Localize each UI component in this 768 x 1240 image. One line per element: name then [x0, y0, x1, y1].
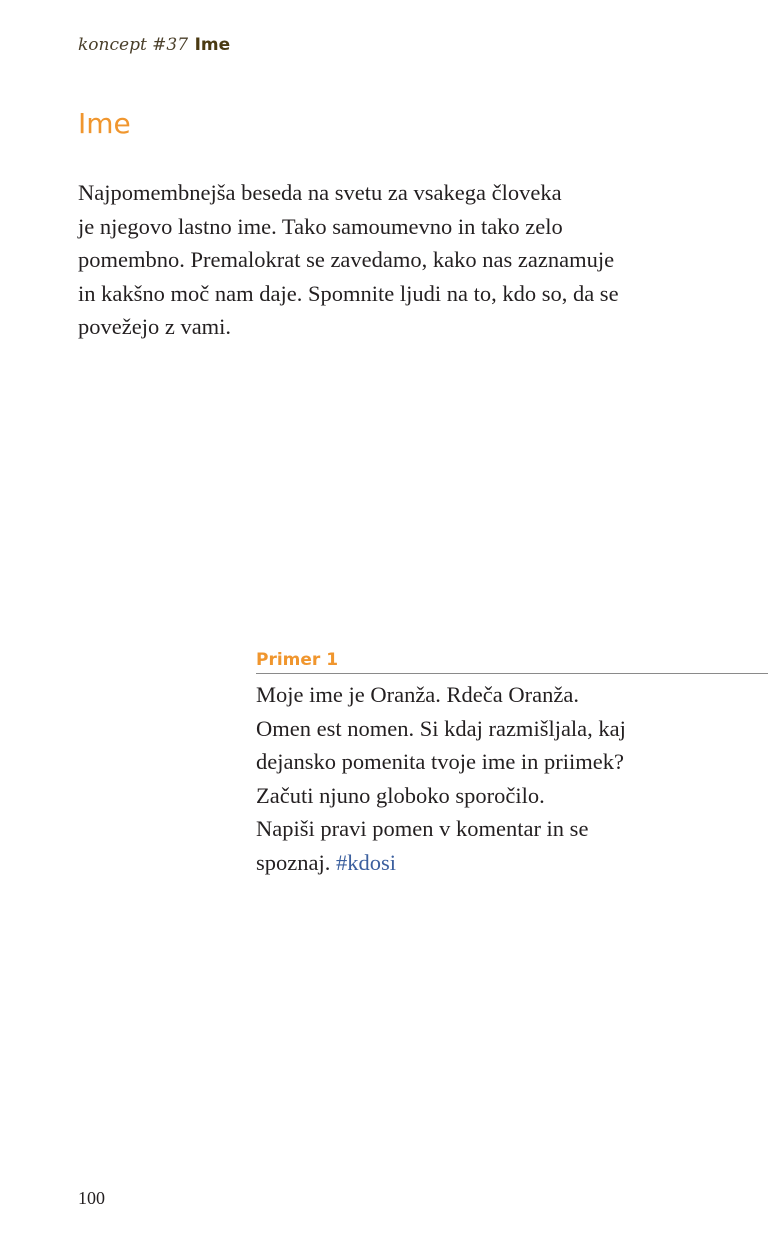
example-line: Moje ime je Oranža. Rdeča Oranža.: [256, 682, 579, 707]
running-head-concept-label: koncept #37: [78, 35, 189, 55]
example-line: Omen est nomen. Si kdaj razmišljala, kaj: [256, 715, 626, 741]
example-line: dejansko pomenita tvoje ime in priimek?: [256, 749, 625, 774]
page-number: 100: [78, 1188, 105, 1208]
example-text: [256, 678, 768, 879]
body-line: in kakšno moč nam daje. Spomnite ljudi na to, kdo so, da se: [78, 280, 619, 306]
body-line: povežejo z vami.: [78, 314, 232, 339]
example-label: Primer 1: [256, 648, 768, 674]
example-last-line: [256, 846, 768, 880]
hashtag-link[interactable]: #kdosi: [335, 849, 396, 875]
example-box: [256, 648, 768, 879]
body-line: pomembno. Premalokrat se zavedamo, kako nas zaznamuje: [78, 247, 615, 272]
example-line: Napiši pravi pomen v komentar in se: [256, 816, 589, 841]
running-head: [78, 32, 230, 57]
running-head-concept-name: Ime: [194, 35, 231, 55]
body-paragraph: [78, 176, 718, 344]
body-line: je njegovo lastno ime. Tako samoumevno in tako zelo: [78, 213, 563, 239]
body-line: Najpomembnejša beseda na svetu za vsakega človeka: [78, 180, 562, 205]
example-line: Začuti njuno globoko sporočilo.: [256, 782, 545, 808]
page-title: Ime: [78, 107, 131, 140]
example-last-line-text: spoznaj.: [256, 849, 336, 875]
